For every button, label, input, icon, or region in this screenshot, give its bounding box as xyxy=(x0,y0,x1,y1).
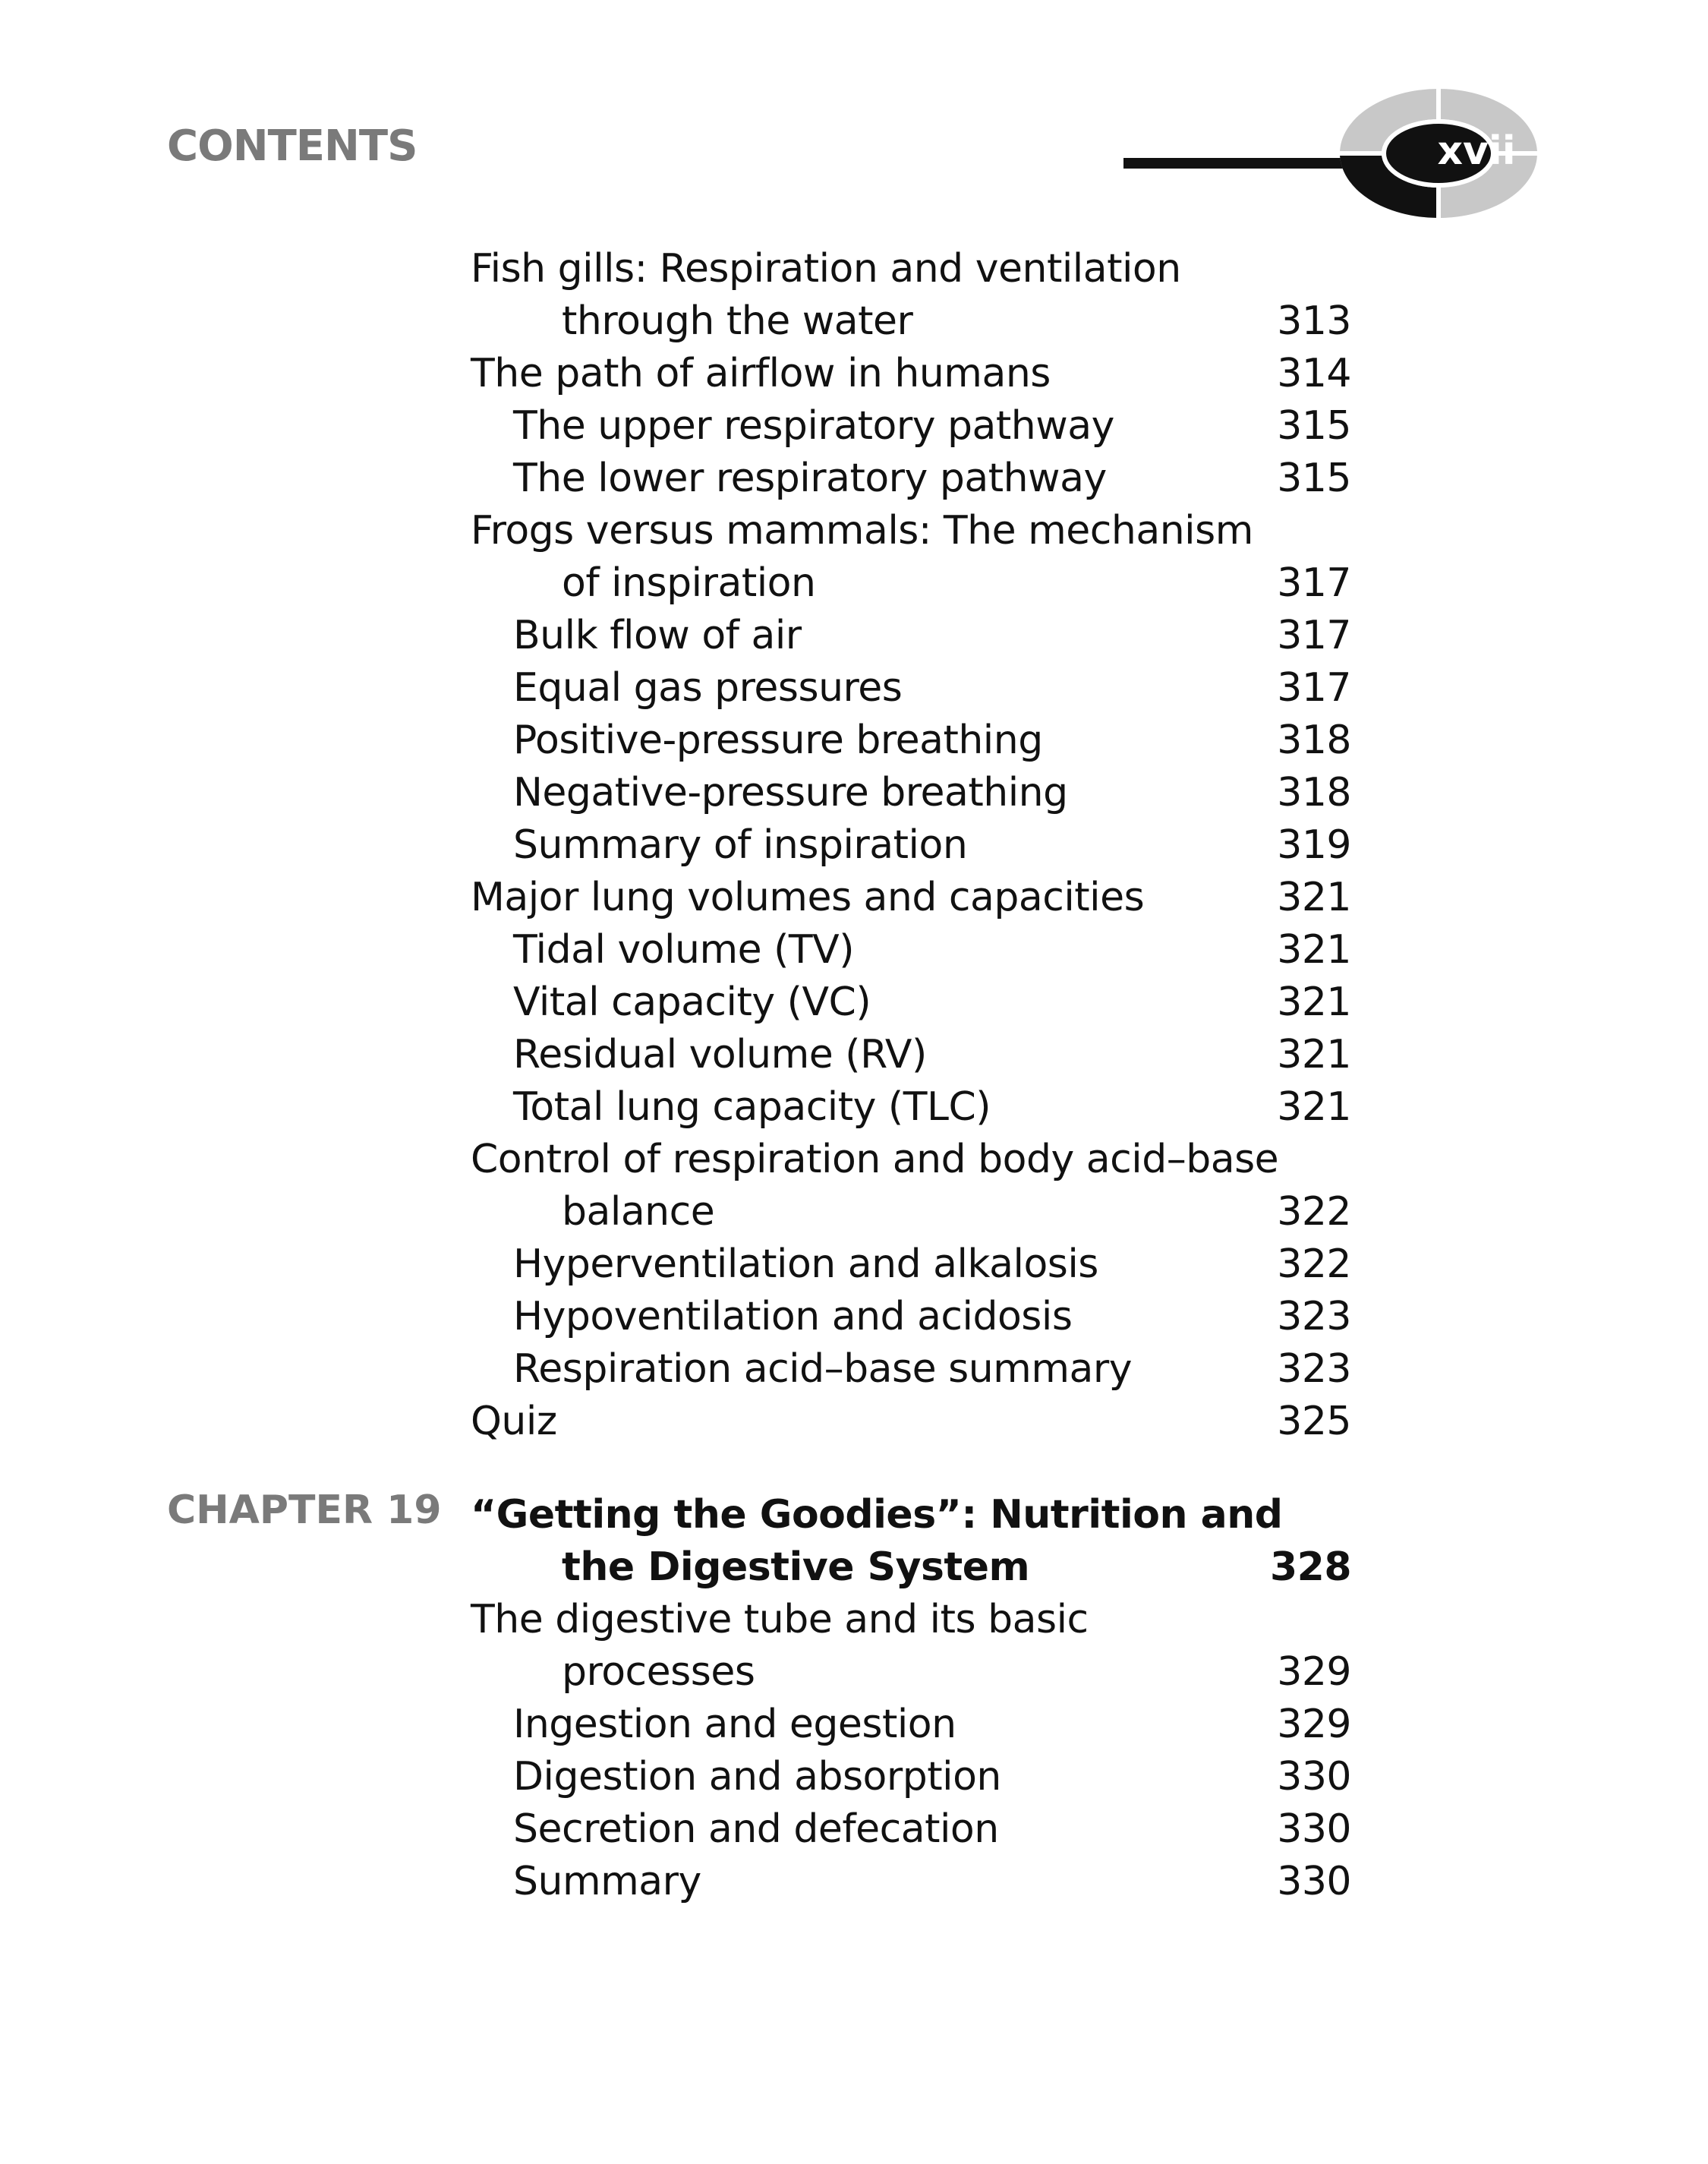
running-header-title: CONTENTS xyxy=(167,121,418,171)
toc-entry: Vital capacity (VC) 321 xyxy=(513,979,1351,1025)
toc-entry: Tidal volume (TV) 321 xyxy=(513,927,1351,973)
page-number: xvii xyxy=(1437,128,1516,174)
toc-entry: Digestion and absorption 330 xyxy=(513,1754,1351,1800)
toc-entry: Summary of inspiration 319 xyxy=(513,822,1351,868)
toc-entry: The path of airflow in humans 314 xyxy=(471,351,1351,396)
toc-entry: Equal gas pressures 317 xyxy=(513,665,1351,711)
toc-entry: The digestive tube and its basic xyxy=(471,1597,1089,1642)
toc-entry: Major lung volumes and capacities 321 xyxy=(471,875,1351,920)
toc-entry: Ingestion and egestion 329 xyxy=(513,1702,1351,1747)
toc-entry: Frogs versus mammals: The mechanism xyxy=(471,508,1253,554)
toc-entry: Quiz 325 xyxy=(471,1399,1351,1444)
toc-entry: The upper respiratory pathway 315 xyxy=(513,403,1351,449)
toc-entry: Hyperventilation and alkalosis 322 xyxy=(513,1241,1351,1287)
toc-entry: Control of respiration and body acid–base xyxy=(471,1137,1279,1182)
toc-entry: Secretion and defecation 330 xyxy=(513,1806,1351,1852)
toc-entry: through the water 313 xyxy=(562,298,1351,344)
chapter-title: “Getting the Goodies”: Nutrition and xyxy=(471,1492,1283,1538)
toc-entry: Hypoventilation and acidosis 323 xyxy=(513,1294,1351,1339)
toc-entry: The lower respiratory pathway 315 xyxy=(513,456,1351,501)
toc-entry: Positive-pressure breathing 318 xyxy=(513,718,1351,763)
toc-entry: processes 329 xyxy=(562,1649,1351,1695)
toc-entry: Negative-pressure breathing 318 xyxy=(513,770,1351,815)
toc-entry: Summary 330 xyxy=(513,1859,1351,1904)
page-number-badge xyxy=(1123,85,1549,222)
toc-entry: Residual volume (RV) 321 xyxy=(513,1032,1351,1077)
chapter-label: CHAPTER 19 xyxy=(167,1487,442,1533)
toc-entry: balance 322 xyxy=(562,1189,1351,1235)
toc-entry: of inspiration 317 xyxy=(562,560,1351,606)
toc-entry: Respiration acid–base summary 323 xyxy=(513,1346,1351,1392)
toc-entry: Total lung capacity (TLC) 321 xyxy=(513,1084,1351,1130)
toc-entry: Bulk flow of air 317 xyxy=(513,613,1351,658)
chapter-title: the Digestive System 328 xyxy=(562,1544,1351,1590)
toc-entry: Fish gills: Respiration and ventilation xyxy=(471,246,1181,292)
table-of-contents xyxy=(471,243,1351,1908)
